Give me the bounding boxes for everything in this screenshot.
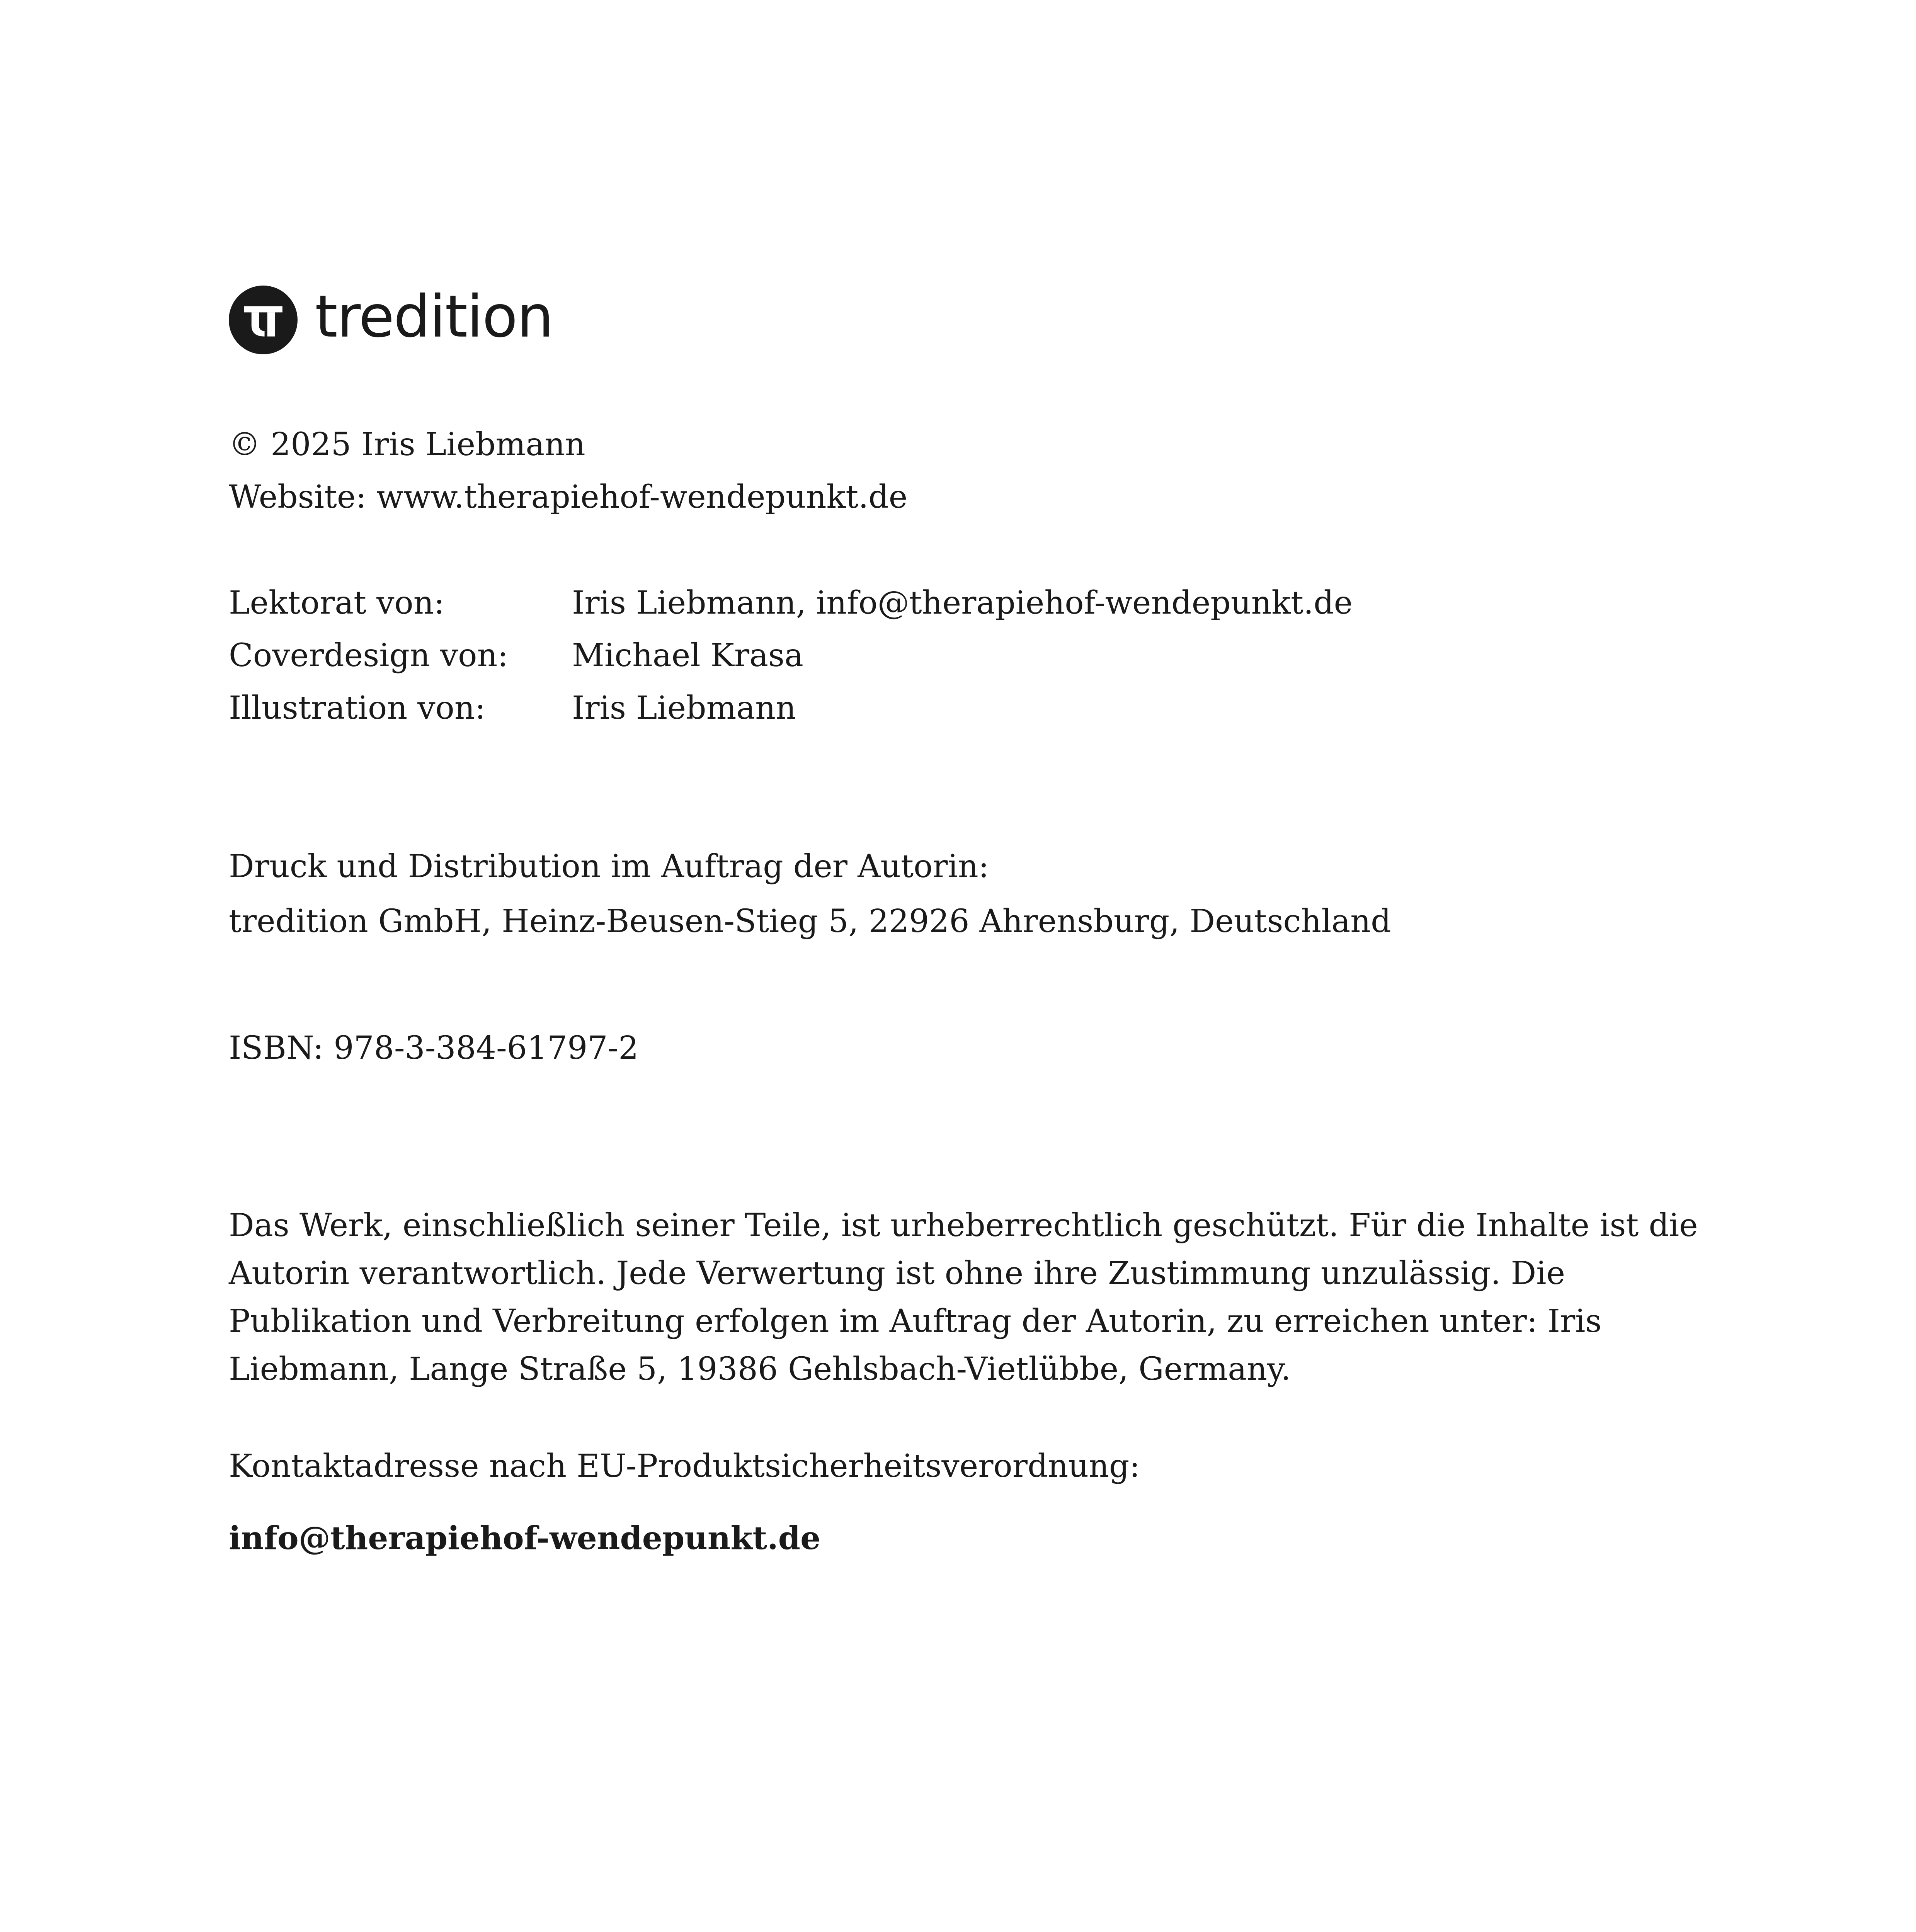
isbn-line: ISBN: 978-3-384-61797-2 — [229, 1030, 639, 1066]
distribution-address: tredition GmbH, Heinz-Beusen-Stieg 5, 22926 Ahrensburg, Deutschland — [229, 903, 1391, 940]
contact-heading: Kontaktadresse nach EU-Produktsicherheitsverordnung: — [229, 1448, 1140, 1485]
legal-line: Das Werk, einschließlich seiner Teile, ist urheberrechtlich geschützt. Für die Inhalte ist die — [229, 1207, 1698, 1244]
website-line: Website: www.therapiehof-wendepunkt.de — [229, 479, 908, 515]
legal-line: Publikation und Verbreitung erfolgen im Auftrag der Autorin, zu erreichen unter: Iris — [229, 1303, 1602, 1340]
legal-notice — [229, 1202, 1697, 1393]
credit-value-editing: Iris Liebmann, info@therapiehof-wendepunkt.de — [572, 585, 1353, 621]
publisher-logo — [229, 284, 553, 355]
credit-value-cover: Michael Krasa — [572, 637, 803, 674]
credit-label-cover: Coverdesign von: — [229, 637, 508, 674]
legal-line: Autorin verantwortlich. Jede Verwertung ist ohne ihre Zustimmung unzulässig. Die — [229, 1255, 1565, 1292]
contact-email[interactable]: info@therapiehof-wendepunkt.de — [229, 1520, 821, 1557]
copyright-line: © 2025 Iris Liebmann — [229, 426, 585, 463]
publisher-name: tredition — [315, 283, 553, 350]
tredition-logo-icon — [229, 286, 298, 354]
legal-line: Liebmann, Lange Straße 5, 19386 Gehlsbach-Vietlübbe, Germany. — [229, 1351, 1291, 1388]
credit-value-illustration: Iris Liebmann — [572, 690, 796, 726]
distribution-heading: Druck und Distribution im Auftrag der Autorin: — [229, 848, 989, 885]
credit-label-illustration: Illustration von: — [229, 690, 486, 726]
credit-label-editing: Lektorat von: — [229, 585, 445, 621]
